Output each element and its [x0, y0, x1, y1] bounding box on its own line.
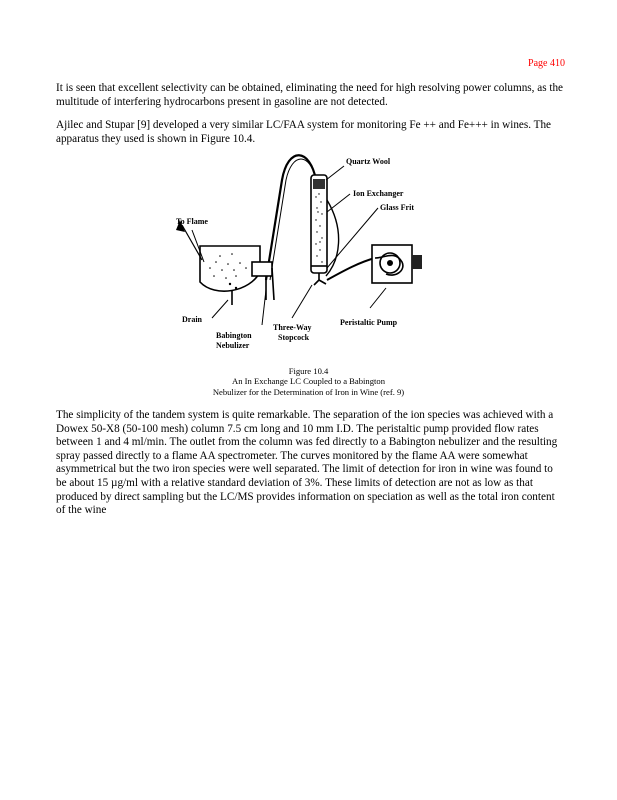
paragraph-intro: It is seen that excellent selectivity can be obtained, eliminating the need for high resolving power columns, as the multitude of interfering hydrocarbons present in gasoline are not detected.	[56, 82, 564, 108]
label-three-way: Three-Way	[273, 323, 312, 332]
label-babington: Babington	[216, 331, 252, 340]
column-shape	[311, 175, 327, 273]
figure-caption-line2: Nebulizer for the Determination of Iron in Wine (ref. 9)	[212, 387, 405, 397]
label-to-flame: To Flame	[176, 217, 208, 226]
apparatus-diagram	[170, 150, 440, 360]
paragraph-ajilec: Ajilec and Stupar [9] developed a very similar LC/FAA system for monitoring Fe ++ and Fe+++ in wines. The apparatus they used is shown in Figure 10.4.	[56, 119, 552, 145]
label-stopcock: Stopcock	[278, 333, 310, 342]
figure-caption-title: Figure 10.4	[288, 366, 329, 376]
figure-apparatus	[170, 150, 440, 360]
label-glass-frit: Glass Frit	[380, 203, 414, 212]
label-ion-exchanger: Ion Exchanger	[353, 189, 404, 198]
page-number: Page 410	[528, 58, 565, 69]
paragraph-simplicity: The simplicity of the tandem system is quite remarkable. The separation of the ion species was achieved with a Dowex 50-X8 (50-100 mesh) column 7.5 cm long and 10 mm I.D. The peristaltic pump provided flow rates between 1 and 4 ml/min. The outlet from the column was fed directly to a Babington nebulizer and the resulting spray passed directly to a flame AA spectrometer. The curves monitored by the flame AA were somewhat asymmetrical but the two iron species were well separated. The limit of detection for iron in wine was found to be about 15 µg/ml with a relative standard deviation of 3%. These limits of detection are not as low as that produced by direct sampling but the LC/MS provides information on speciation as well as the total iron content of the wine	[56, 409, 558, 517]
label-nebulizer: Nebulizer	[216, 341, 250, 350]
label-quartz-wool: Quartz Wool	[346, 157, 391, 166]
label-peristaltic-pump: Peristaltic Pump	[340, 318, 398, 327]
figure-caption-line1: An In Exchange LC Coupled to a Babington	[232, 376, 385, 386]
label-drain: Drain	[182, 315, 202, 324]
